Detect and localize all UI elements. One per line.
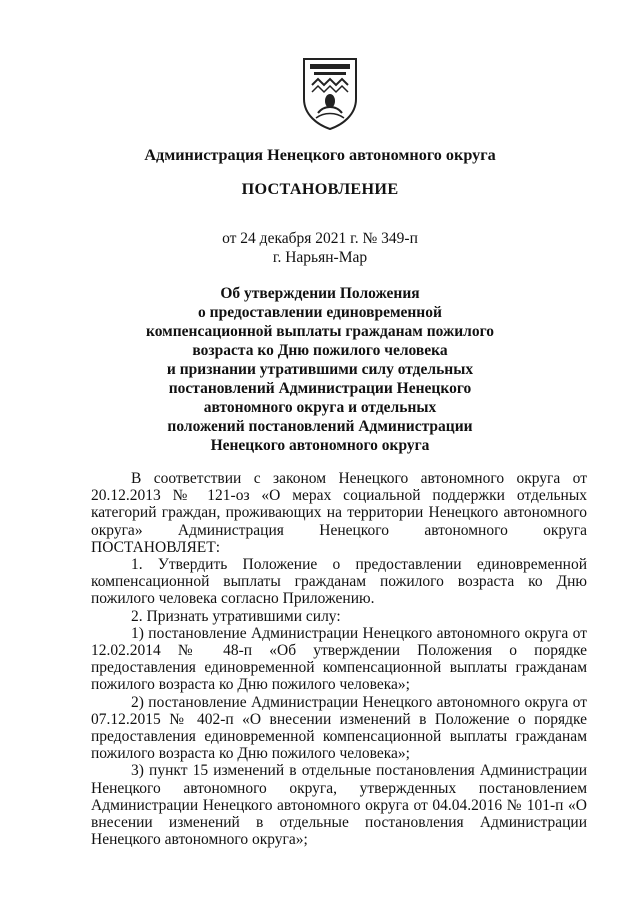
title-line: положений постановлений Администрации (167, 418, 473, 435)
title-line: и признании утратившими силу отдельных (166, 361, 474, 378)
body-paragraph: 1. Утвердить Положение о предоставлении единовременной компенсационной выплаты гражданам пожилого возраста ко Дню пожилого человека согласно Приложению. (91, 556, 587, 608)
document-body (91, 470, 587, 848)
document-title (0, 284, 640, 455)
title-line: автономного округа и отдельных (203, 399, 437, 416)
body-paragraph: 2) постановление Администрации Ненецкого автономного округа от 07.12.2015 № 402-п «О внесении изменений в Положение о порядке предоставления единовременной компенсационной выплаты гражданам пожилого возраста ко Дню пожилого человека»; (91, 693, 587, 763)
title-line: Об утверждении Положения (220, 285, 420, 302)
document-date-number: от 24 декабря 2021 г. № 349-п (222, 230, 418, 247)
organization-name: Администрация Ненецкого автономного округа (144, 146, 496, 164)
body-paragraph: В соответствии с законом Ненецкого автономного округа от 20.12.2013 № 121-оз «О мерах социальной поддержки отдельных категорий граждан, проживающих на территории Ненецкого автономного округа» Администрация Ненецкого автономного округа ПОСТАНОВЛЯЕТ: (91, 470, 587, 556)
title-line: о предоставлении единовременной (198, 304, 442, 321)
document-place: г. Нарьян-Мар (272, 249, 368, 266)
body-paragraph: 3) пункт 15 изменений в отдельные постановления Администрации Ненецкого автономного округа, утвержденных постановлением Администрации Ненецкого автономного округа от 04.04.2016 № 101-п «О внесении изменений в отдельные постановления Администрации Ненецкого автономного округа»; (91, 762, 587, 849)
title-line: компенсационной выплаты гражданам пожилого (145, 323, 495, 340)
title-line: Ненецкого автономного округа (210, 437, 430, 454)
title-line: возраста ко Дню пожилого человека (192, 342, 448, 359)
document-type: ПОСТАНОВЛЕНИЕ (241, 180, 399, 198)
body-paragraph: 1) постановление Администрации Ненецкого автономного округа от 12.02.2014 № 48-п «Об утверждении Положения о порядке предоставления единовременной компенсационной выплаты гражданам пожилого возраста ко Дню пожилого человека»; (91, 624, 587, 694)
title-line: постановлений Администрации Ненецкого (168, 380, 472, 397)
coat-of-arms-icon (298, 55, 362, 131)
body-paragraph: 2. Признать утратившими силу: (131, 607, 341, 625)
